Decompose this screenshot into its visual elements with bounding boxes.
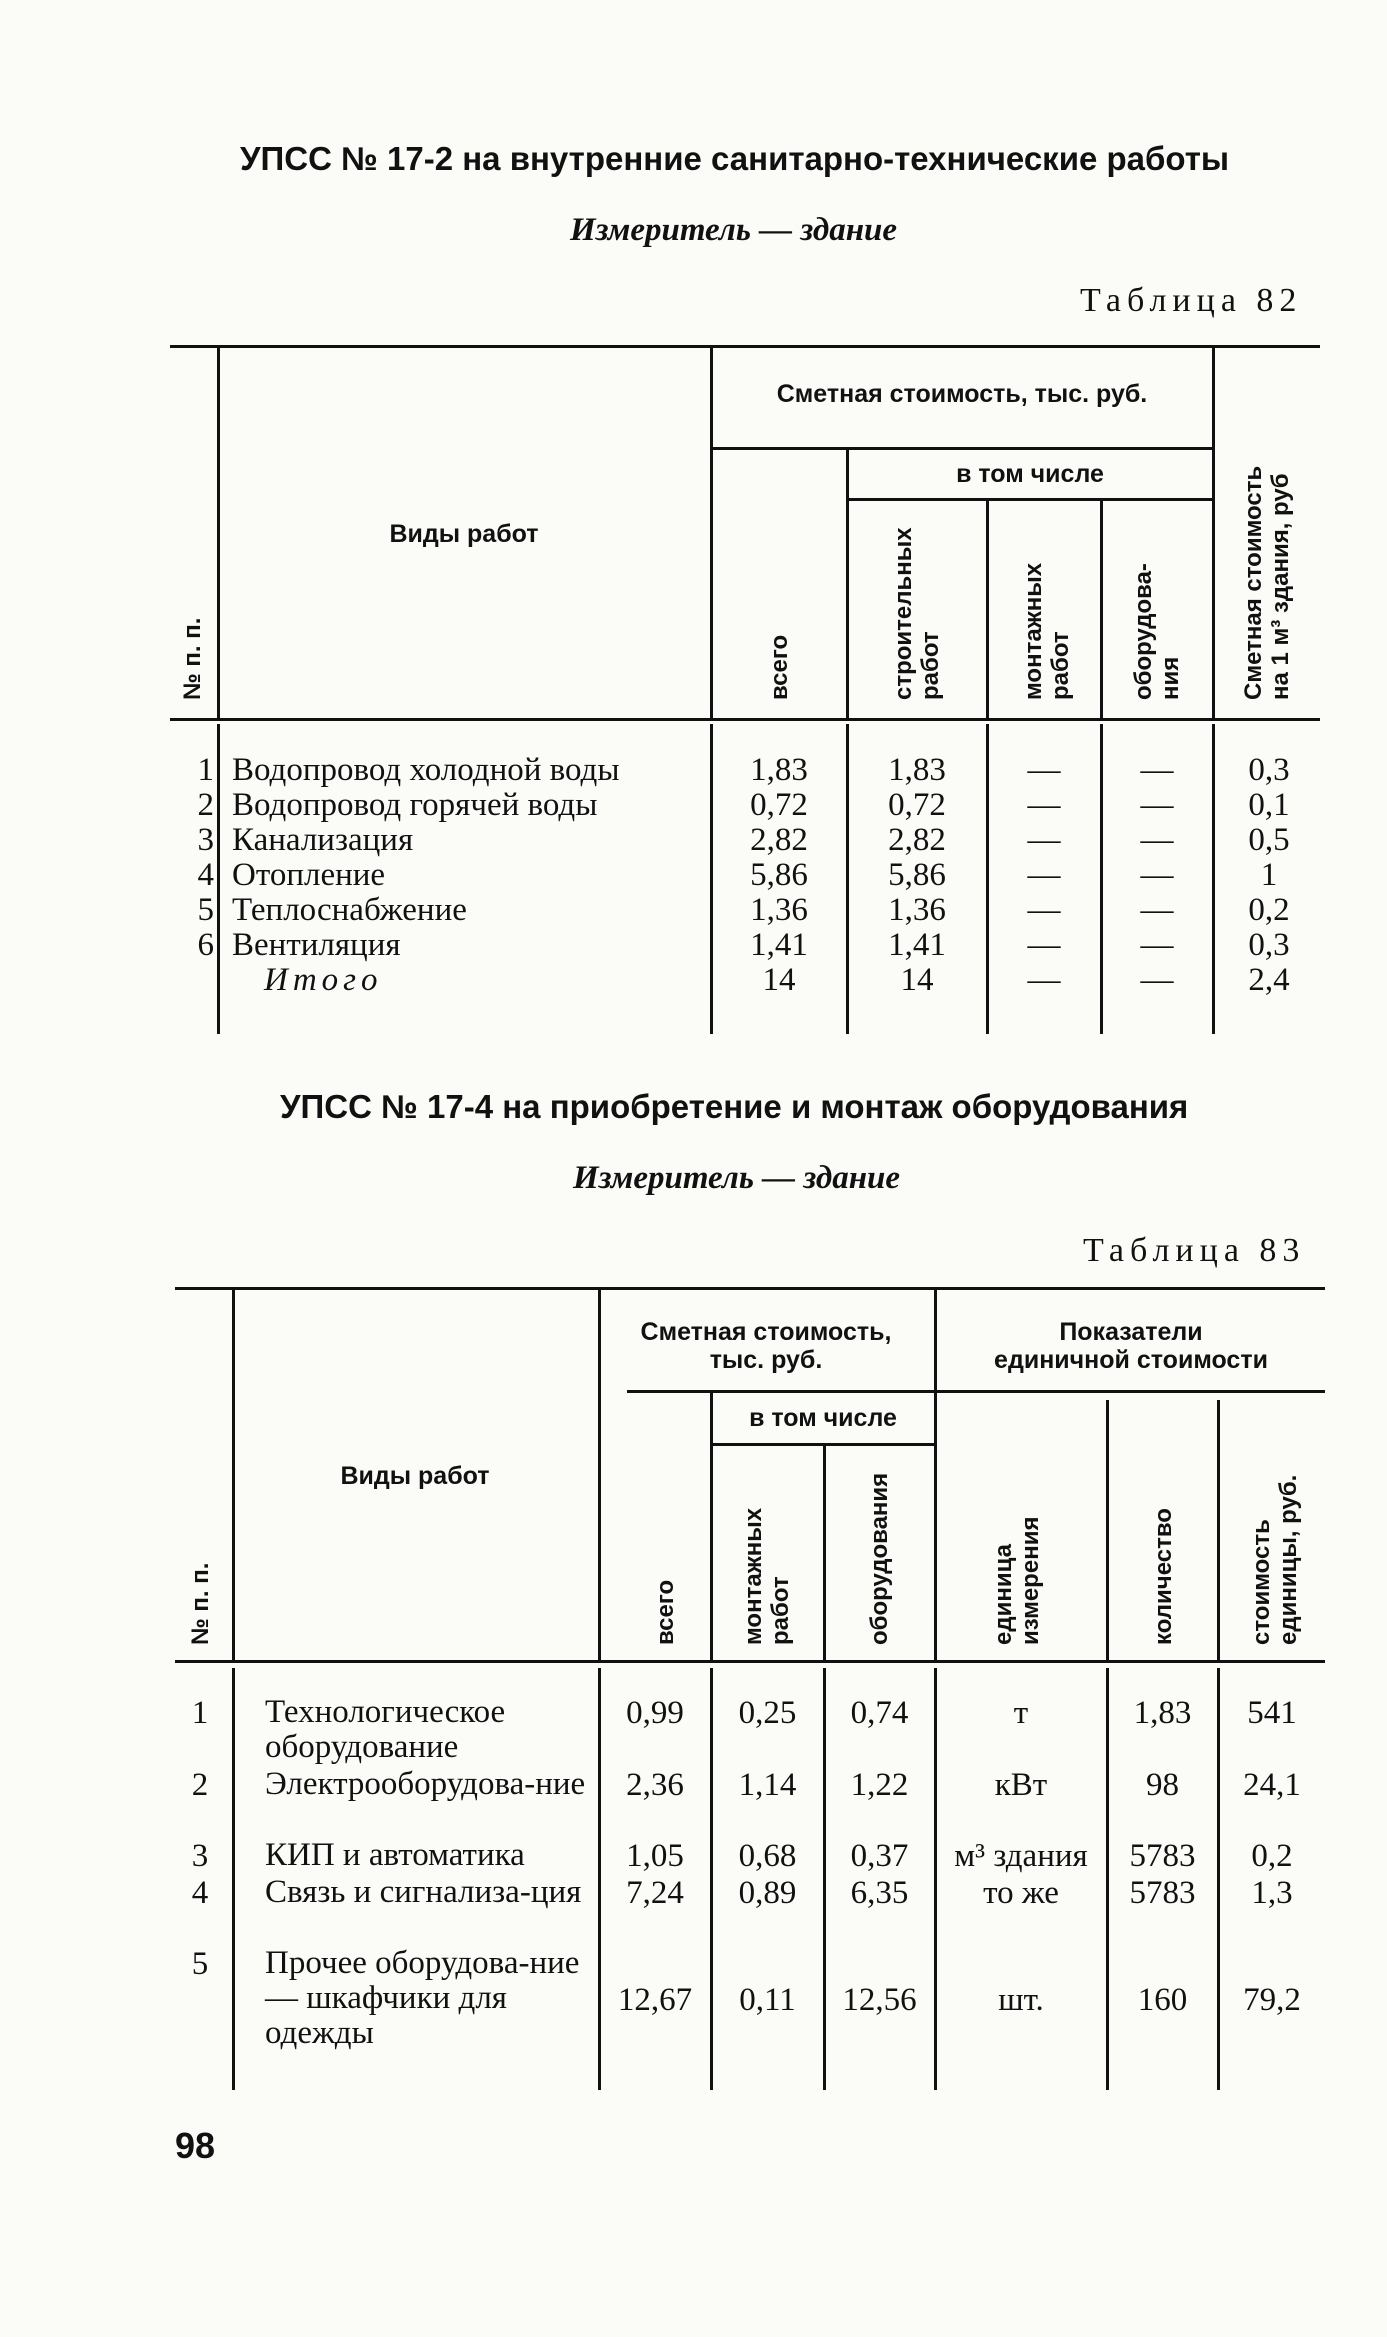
t82-cell-per_m3: 0,3 [1248, 927, 1290, 963]
t83-cell-name: Технологическое оборудование [265, 1694, 506, 1765]
t82-cell-total: 1,83 [750, 752, 808, 788]
section2-table-label: Таблица 83 [1083, 1232, 1306, 1269]
t83-cell-total: 7,24 [626, 1875, 684, 1911]
t83-cell-unit: то же [983, 1875, 1059, 1911]
t82-cell-name: Водопровод горячей воды [232, 787, 598, 823]
t82-cell-equip: — [1140, 787, 1174, 823]
t82-cell-per_m3: 1 [1260, 857, 1278, 893]
section2-measure: Измеритель — здание [573, 1160, 901, 1196]
t82-cell-mount: — [1027, 892, 1061, 928]
t83-header-total: всего [652, 1579, 679, 1645]
t83-cell-equip: 12,56 [842, 1982, 917, 2018]
t83-cell-total: 2,36 [626, 1767, 684, 1803]
t82-cell-equip: — [1140, 892, 1174, 928]
t82-cell-name: Теплоснабжение [232, 892, 467, 928]
t83-header-equip: оборудования [866, 1472, 893, 1645]
t83-cell-name: Прочее оборудова-ние — шкафчики для одежды [265, 1945, 580, 2051]
t83-cell-n: 5 [191, 1946, 209, 1982]
t83-header-cost: Сметная стоимость, тыс. руб. [640, 1318, 892, 1374]
t83-header-num: № п. п. [187, 1562, 214, 1645]
t82-cell-total: 0,72 [750, 787, 808, 823]
t82-cell-total: 14 [762, 962, 796, 998]
t83-cell-total: 12,67 [617, 1982, 693, 2018]
t82-cell-equip: — [1140, 822, 1174, 858]
t83-header-work: Виды работ [340, 1462, 490, 1490]
t83-cell-unit: м³ здания [954, 1838, 1088, 1874]
t83-cell-total: 1,05 [626, 1838, 684, 1874]
t83-cell-n: 1 [191, 1695, 209, 1731]
section1-measure: Измеритель — здание [570, 212, 898, 248]
page-number: 98 [175, 2125, 216, 2166]
t82-header-incl: в том числе [956, 460, 1104, 488]
t83-header-mount: монтажных работ [740, 1507, 794, 1645]
t82-cell-name: Отопление [232, 857, 386, 893]
t82-cell-total: 1,36 [750, 892, 808, 928]
t83-cell-unit_cost: 0,2 [1251, 1838, 1293, 1874]
t83-cell-unit: т [1013, 1695, 1029, 1731]
t82-header-total: всего [766, 634, 793, 700]
t82-cell-per_m3: 2,4 [1248, 962, 1290, 998]
t83-cell-qty: 1,83 [1133, 1695, 1192, 1731]
t83-cell-n: 2 [191, 1767, 209, 1803]
t83-cell-n: 4 [191, 1875, 209, 1911]
t83-cell-unit_cost: 79,2 [1243, 1982, 1301, 2018]
t82-cell-equip: — [1140, 857, 1174, 893]
section1-table-label: Таблица 82 [1080, 282, 1303, 319]
t82-header-work: Виды работ [389, 520, 539, 548]
t82-cell-n: 2 [197, 787, 214, 823]
t83-header-unit: единица измерения [990, 1516, 1044, 1645]
t83-header-qty: количество [1150, 1508, 1177, 1645]
t82-cell-mount: — [1027, 927, 1061, 963]
t82-cell-per_m3: 0,1 [1248, 787, 1290, 823]
t82-cell-name: Водопровод холодной воды [232, 752, 620, 788]
t83-cell-qty: 5783 [1129, 1838, 1196, 1874]
t83-cell-n: 3 [191, 1838, 209, 1874]
t82-cell-per_m3: 0,5 [1248, 822, 1290, 858]
t82-cell-constr: 0,72 [888, 787, 946, 823]
t82-cell-name: Вентиляция [232, 927, 401, 963]
t83-cell-equip: 1,22 [850, 1767, 909, 1803]
t82-cell-n: 4 [197, 857, 214, 893]
t82-cell-total: 5,86 [750, 857, 808, 893]
t82-header-constr: строительных работ [890, 527, 944, 700]
t83-cell-unit_cost: 1,3 [1251, 1875, 1293, 1911]
t83-cell-mount: 0,89 [738, 1875, 797, 1911]
t82-cell-constr: 5,86 [888, 857, 946, 893]
t83-cell-qty: 98 [1146, 1767, 1179, 1803]
t82-cell-total: 2,82 [750, 822, 808, 858]
t83-cell-mount: 1,14 [738, 1767, 797, 1803]
t83-header-indicators: Показатели единичной стоимости [994, 1318, 1268, 1374]
t83-cell-equip: 0,37 [850, 1838, 909, 1874]
t82-cell-mount: — [1027, 752, 1061, 788]
t82-header-cost: Сметная стоимость, тыс. руб. [776, 380, 1148, 408]
t82-header-num: № п. п. [179, 617, 206, 700]
t82-cell-name: Итого [264, 962, 383, 998]
t82-cell-n: 1 [197, 752, 214, 788]
t82-cell-mount: — [1027, 787, 1061, 823]
t82-cell-n: 3 [197, 822, 214, 858]
t82-cell-n: 6 [197, 927, 214, 963]
t83-cell-name: Связь и сигнализа-ция [265, 1874, 582, 1910]
t82-cell-total: 1,41 [750, 927, 808, 963]
t82-cell-mount: — [1027, 822, 1061, 858]
t83-cell-unit: кВт [994, 1767, 1048, 1803]
section1-title: УПСС № 17-2 на внутренние санитарно-технические работы [240, 140, 1230, 177]
section2-title: УПСС № 17-4 на приобретение и монтаж оборудования [280, 1088, 1189, 1125]
t82-cell-constr: 1,83 [888, 752, 946, 788]
t83-cell-mount: 0,25 [738, 1695, 797, 1731]
t82-cell-equip: — [1140, 752, 1174, 788]
t83-cell-qty: 5783 [1129, 1875, 1196, 1911]
t83-cell-total: 0,99 [626, 1695, 684, 1731]
t83-cell-name: КИП и автоматика [265, 1837, 525, 1873]
t83-header-incl: в том числе [749, 1404, 897, 1432]
t83-cell-unit_cost: 541 [1247, 1695, 1297, 1731]
t83-cell-mount: 0,11 [739, 1982, 796, 2018]
t82-cell-per_m3: 0,3 [1248, 752, 1290, 788]
t83-cell-equip: 6,35 [850, 1875, 909, 1911]
t82-cell-equip: — [1140, 927, 1174, 963]
t82-header-equip: оборудова- ния [1130, 563, 1184, 700]
t82-cell-n: 5 [197, 892, 214, 928]
t82-cell-per_m3: 0,2 [1248, 892, 1290, 928]
t82-header-mount: монтажных работ [1020, 562, 1074, 700]
t83-cell-equip: 0,74 [850, 1695, 909, 1731]
t82-cell-constr: 1,41 [888, 927, 946, 963]
t83-cell-unit_cost: 24,1 [1243, 1767, 1301, 1803]
t83-cell-name: Электрооборудова-ние [265, 1766, 586, 1802]
t83-cell-unit: шт. [998, 1982, 1044, 2018]
t82-cell-constr: 1,36 [888, 892, 946, 928]
t83-header-unit-cost: стоимость единицы, руб. [1248, 1474, 1302, 1645]
t83-cell-mount: 0,68 [738, 1838, 797, 1874]
t82-cell-constr: 2,82 [888, 822, 946, 858]
t82-cell-mount: — [1027, 857, 1061, 893]
t82-cell-name: Канализация [232, 822, 414, 858]
t82-header-per-m3: Сметная стоимость на 1 м³ здания, руб [1240, 465, 1294, 700]
t82-cell-mount: — [1027, 962, 1061, 998]
t82-cell-constr: 14 [900, 962, 934, 998]
t83-cell-qty: 160 [1137, 1982, 1188, 2018]
t82-cell-equip: — [1140, 962, 1174, 998]
